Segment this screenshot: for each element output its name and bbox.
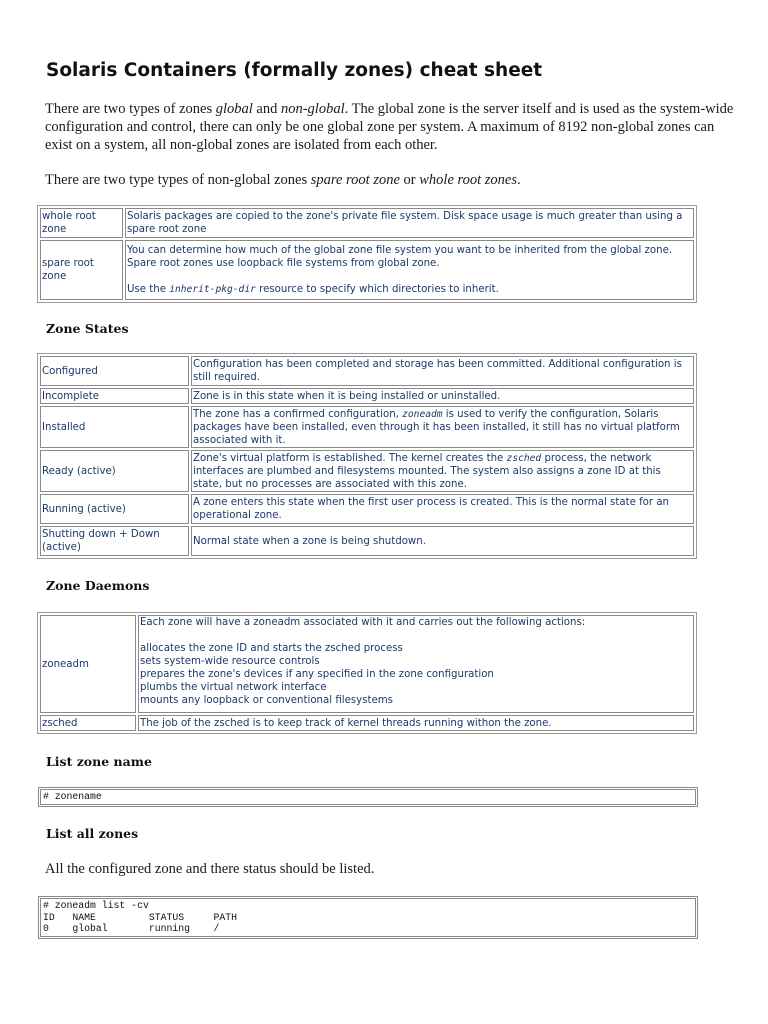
zone-type-name: whole root zone [40,208,123,238]
desc-text: is used to verify the configuration, Solaris packages have been installed, even through it has been installed, it still has no virtual platform associated with it. [193,408,680,446]
state-description: Zone is in this state when it is being installed or uninstalled. [191,388,694,404]
intro-text: . [517,172,521,188]
table-row [40,406,694,448]
table-row [40,356,694,386]
state-name: Incomplete [40,388,189,404]
zone-types-table [37,205,697,303]
daemon-name: zoneadm [40,615,136,713]
term-spare-root-zone: spare root zone [310,172,400,188]
state-name: Running (active) [40,494,189,524]
daemon-description [138,615,694,713]
desc-line: Spare root zones use loopback file systems from global zone. [127,258,440,269]
table-row [40,715,694,731]
zone-types-paragraph [45,171,735,189]
page-title: Solaris Containers (formally zones) cheat sheet [46,60,543,81]
zone-daemons-table [37,612,697,734]
state-description: Normal state when a zone is being shutdown. [191,526,694,556]
list-item: plumbs the virtual network interface [140,682,327,693]
section-heading-list-all-zones: List all zones [46,826,139,841]
zone-type-description [125,240,694,300]
state-name: Configured [40,356,189,386]
daemon-description: The job of the zsched is to keep track of kernel threads running withon the zone. [138,715,694,731]
daemon-name: zsched [40,715,136,731]
list-all-zones-text: All the configured zone and there status should be listed. [45,861,375,877]
list-item: allocates the zone ID and starts the zsched process [140,643,403,654]
state-description: A zone enters this state when the first user process is created. This is the normal state for an operational zone. [191,494,694,524]
table-row [40,494,694,524]
table-row [40,388,694,404]
state-name: Shutting down + Down (active) [40,526,189,556]
desc-text: The zone has a confirmed configuration, [193,408,403,420]
code-line: ID NAME STATUS PATH [43,911,238,923]
table-row [40,450,694,492]
code-term: inherit-pkg-dir [169,284,256,295]
intro-text: . The global zone is the server itself and is used as the system-wide configuration and control, there can only be one global zone per system. A maximum of 8192 non-global zones can exist on a system, all non-global zones are isolated from each other. [45,101,734,153]
zone-type-name: spare root zone [40,240,123,300]
state-description [191,450,694,492]
table-row [40,208,694,238]
intro-paragraph [45,100,735,154]
intro-text: There are two types of zones [45,101,216,117]
section-heading-zone-daemons: Zone Daemons [46,578,150,593]
code-line: 0 global running / [43,923,220,934]
state-name: Ready (active) [40,450,189,492]
desc-line: You can determine how much of the global zone file system you want to be inherited from the global zone. [127,245,673,256]
desc-line: Each zone will have a zoneadm associated with it and carries out the following actions: [140,617,586,628]
desc-text: Zone's virtual platform is established. The kernel creates the [193,452,507,464]
section-heading-list-zone-name: List zone name [46,754,152,769]
table-row [40,615,694,713]
term-whole-root-zones: whole root zones [419,172,517,188]
zone-states-table [37,353,697,559]
list-item: mounts any loopback or conventional filesystems [140,695,393,706]
zone-type-description: Solaris packages are copied to the zone's private file system. Disk space usage is much greater than using a spare root zone [125,208,694,238]
table-row [40,240,694,300]
table-row [40,526,694,556]
list-item: sets system-wide resource controls [140,656,320,667]
desc-text: resource to specify which directories to inherit. [255,284,499,295]
state-name: Installed [40,406,189,448]
term-non-global: non-global [280,101,345,117]
code-line: # zoneadm list -cv [43,900,149,911]
intro-text: or [399,172,420,188]
code-block-zonename [38,787,698,807]
section-heading-zone-states: Zone States [46,321,129,336]
intro-text: There are two type types of non-global zones [45,172,311,188]
code-term: zsched [506,452,542,464]
desc-line [127,283,692,296]
term-global: global [215,101,253,117]
code-line: # zonename [40,789,696,805]
desc-text: Use the [127,284,170,295]
state-description: Configuration has been completed and storage has been committed. Additional configuration is still required. [191,356,694,386]
list-item: prepares the zone's devices if any specified in the zone configuration [140,669,494,680]
code-block-zoneadm-list [38,896,698,939]
intro-text: and [252,101,281,117]
state-description [191,406,694,448]
code-term: zoneadm [402,408,443,420]
desc-text: process, the network interfaces are plumbed and filesystems mounted. The system also assigns a zone ID at this state, but no processes are associated with this zone. [193,452,661,490]
code-lines [40,898,696,937]
